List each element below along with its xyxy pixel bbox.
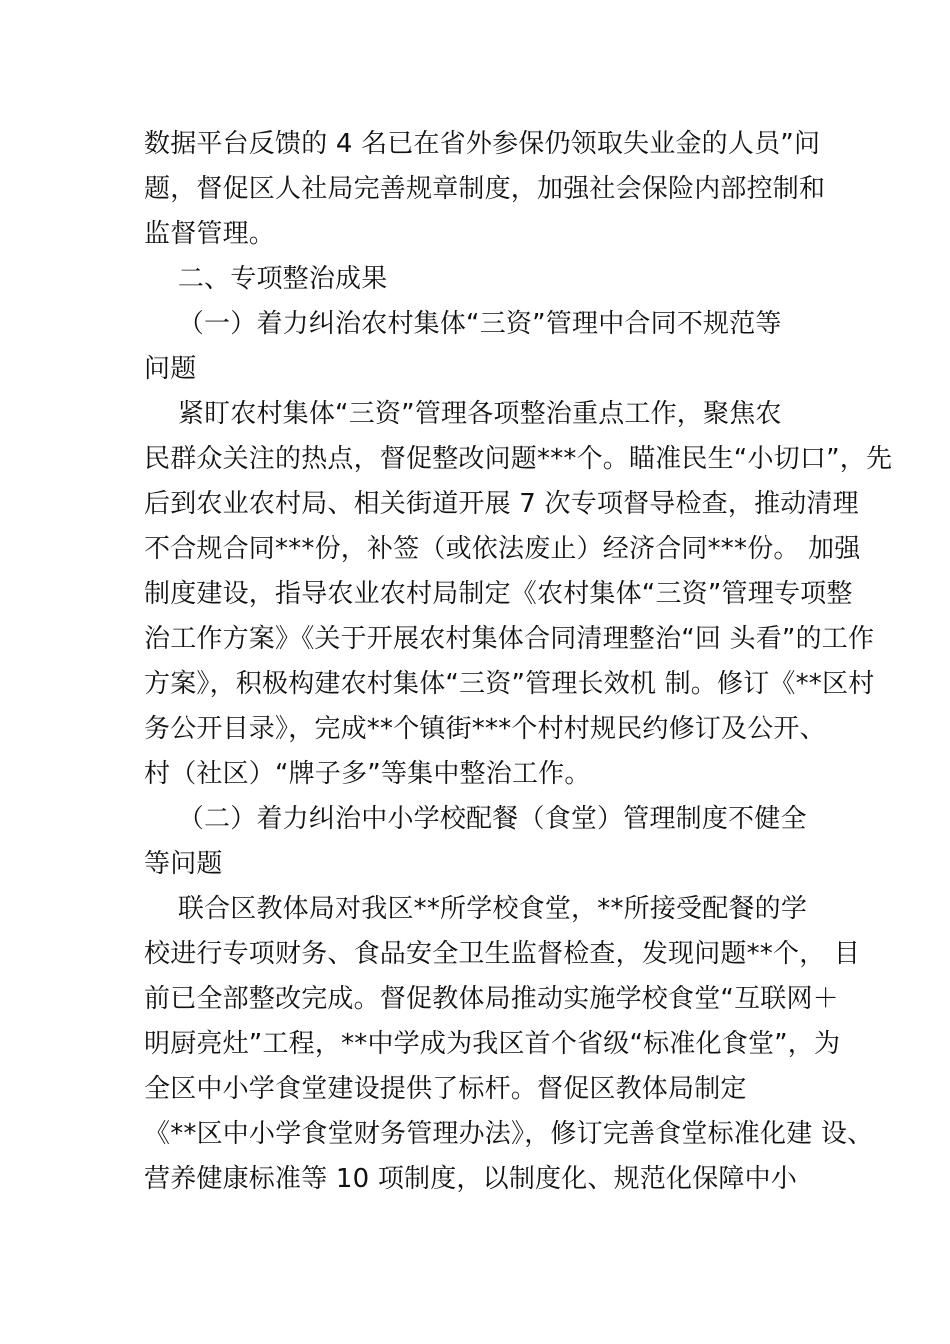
paragraph-line: 务公开目录》，完成**个镇街***个村村规民约修订及公开、 <box>144 714 826 744</box>
paragraph-line: 紧盯农村集体“三资”管理各项整治重点工作，聚焦农 <box>144 399 782 429</box>
paragraph-line: 营养健康标准等 10 项制度，以制度化、规范化保障中小 <box>144 1164 798 1194</box>
paragraph-line: 不合规合同***份，补签（或依法废止）经济合同***份。 加强 <box>144 534 861 564</box>
paragraph-line: 制度建设，指导农业农村局制定《农村集体“三资”管理专项整 <box>144 579 853 609</box>
paragraph-line: 《**区中小学食堂财务管理办法》，修订完善食堂标准化建 设、 <box>144 1119 874 1149</box>
paragraph-line: 校进行专项财务、食品安全卫生监督检查，发现问题**个， 目 <box>144 939 861 969</box>
paragraph-line: 全区中小学食堂建设提供了标杆。督促区教体局制定 <box>144 1074 747 1104</box>
subsection-heading: （一）着力纠治农村集体“三资”管理中合同不规范等 <box>144 309 782 339</box>
paragraph-line: 治工作方案》《关于开展农村集体合同清理整治“回 头看”的工作 <box>144 624 875 654</box>
paragraph-line: 题，督促区人社局完善规章制度，加强社会保险内部控制和 <box>144 174 826 204</box>
paragraph-line: 前已全部整改完成。督促教体局推动实施学校食堂“互联网＋ <box>144 984 839 1014</box>
paragraph-line: 明厨亮灶”工程，**中学成为我区首个省级“标准化食堂”，为 <box>144 1029 841 1059</box>
subsection-heading: 问题 <box>144 354 197 384</box>
paragraph-line: 后到农业农村局、相关街道开展 7 次专项督导检查，推动清理 <box>144 489 859 519</box>
subsection-heading: 等问题 <box>144 849 223 879</box>
section-heading: 二、专项整治成果 <box>144 264 388 294</box>
paragraph-line: 民群众关注的热点，督促整改问题***个。瞄准民生“小切口”，先 <box>144 444 893 474</box>
paragraph-line: 数据平台反馈的 4 名已在省外参保仍领取失业金的人员”问 <box>144 129 821 159</box>
paragraph-line: 联合区教体局对我区**所学校食堂，**所接受配餐的学 <box>144 894 808 924</box>
subsection-heading: （二）着力纠治中小学校配餐（食堂）管理制度不健全 <box>144 804 807 834</box>
paragraph-line: 方案》，积极构建农村集体“三资”管理长效机 制。修订《**区村 <box>144 669 875 699</box>
paragraph-line: 村（社区）“牌子多”等集中整治工作。 <box>144 759 591 789</box>
paragraph-line: 监督管理。 <box>144 219 276 249</box>
